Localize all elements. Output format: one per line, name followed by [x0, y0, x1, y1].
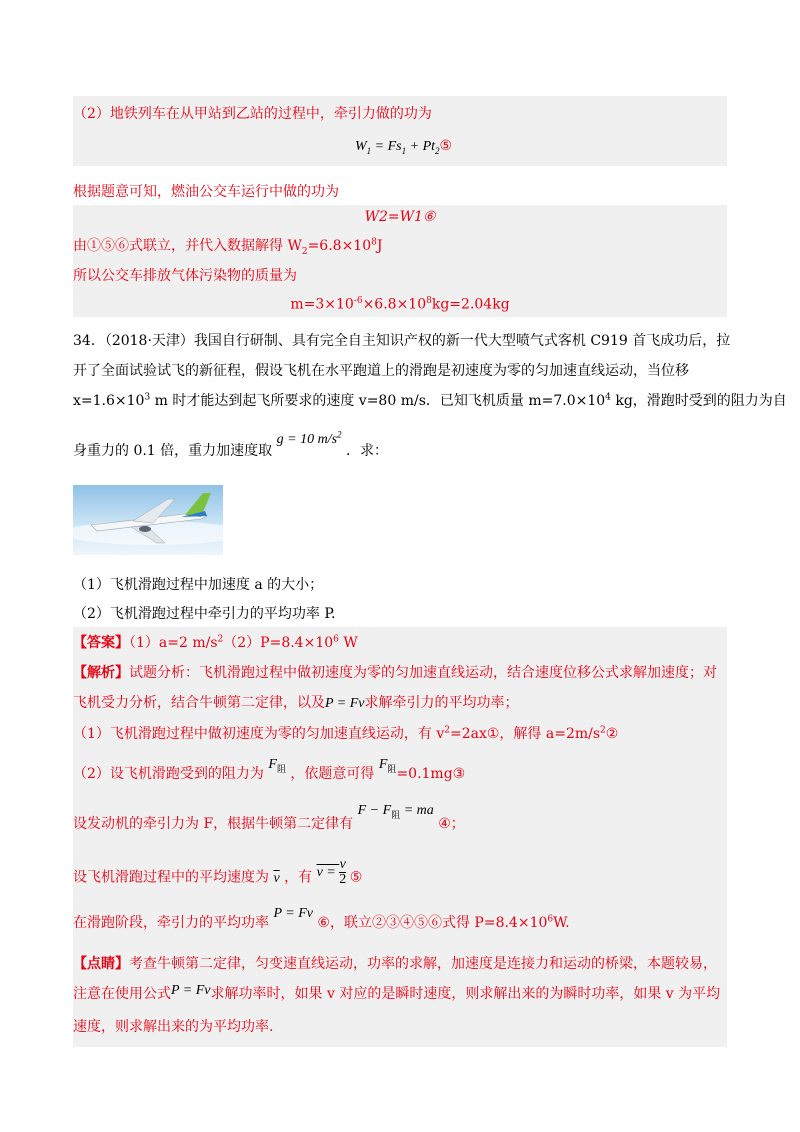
problem-text: 开了全面试验试飞的新征程，假设飞机在水平跑道上的滑跑是初速度为零的匀加速直线运动，当位移 [73, 363, 689, 379]
solution-line: 所以公交车排放气体污染物的质量为 [73, 268, 297, 284]
c919-airplane-image [73, 485, 223, 555]
problem-text: $x=1.6\times 10^3$ m 时才能达到起飞所要求的速度 v=80 m/s．已知飞机质量 $m=7.0\times 10^4$ kg，滑跑时受到的阻力为自 [73, 392, 787, 409]
analysis-line: 【解析】试题分析：飞机滑跑过程中做初速度为零的匀加速直线运动，结合速度位移公式求解加速度；对 [73, 665, 717, 681]
solution-line: 由①⑤⑥式联立，并代入数据解得 $W_2=6.8\times 10^8J$ [73, 237, 383, 257]
comment-line: 速度，则求解出来的为平均功率. [73, 1019, 274, 1035]
problem-text: 34．（2018·天津）我国自行研制、具有完全自主知识产权的新一代大型喷气式客机 C919 首飞成功后，拉 [73, 333, 731, 349]
step-4: 设飞机滑跑过程中的平均速度为 $\overline{v}$ ，有 v = $\frac{v}{2}$ ⑤ [73, 857, 363, 887]
problem-text: 身重力的 0.1 倍，重力加速度取 g = 10 $m/s^2$ ．求： [73, 429, 388, 459]
step-1: （1）飞机滑跑过程中做初速度为零的匀加速直线运动，有 $v^2=2ax①$，解得 $a=2m/s^2②$ [73, 725, 619, 742]
solution-line: （2）地铁列车在从甲站到乙站的过程中，牵引力做的功为 [73, 106, 432, 122]
comment-line: 【点睛】考查牛顿第二定律，匀变速直线运动，功率的求解，加速度是连接力和运动的桥梁，本题较易， [73, 956, 717, 972]
solution-line: 根据题意可知，燃油公交车运行中做的功为 [73, 184, 339, 200]
gravity-equation: g = 10 $m/s^2$ [276, 429, 342, 447]
comment-line: 注意在使用公式P = Fv求解功率时，如果 v 对应的是瞬时速度，则求解出来的为瞬时功率，如果 v 为平均 [73, 983, 721, 1002]
airplane-icon [73, 485, 223, 555]
step-5: 在滑跑阶段，牵引力的平均功率 P = Fv ⑥，联立②③④⑤⑥式得 $P=8.4\times 10^6W$. [73, 906, 570, 931]
step-2: （2）设飞机滑跑受到的阻力为 $F_阻$ ，依题意可得 $F_阻=0.1mg③$ [73, 757, 466, 782]
question-1: （1）飞机滑跑过程中加速度 a 的大小； [73, 577, 324, 593]
work-equation: $W_1 = Fs_1$ + $Pt_2⑤$ [355, 139, 453, 156]
step-3: 设发动机的牵引力为 F，根据牛顿第二定律有 $F - F_阻$ = ma ④； [73, 803, 465, 832]
work-equality: W2=W1⑥ [364, 209, 436, 225]
question-2: （2）飞机滑跑过程中牵引力的平均功率 P. [73, 606, 336, 622]
answer-line: 【答案】（1）a=2 $m/s^2(2)P=8.4\times 10^6$ W [73, 634, 358, 651]
analysis-line: 飞机受力分析，结合牛顿第二定律，以及P = Fv求解牵引力的平均功率； [73, 695, 519, 711]
mass-equation: $m=3\times 10^{-6}\times 6.8\times 10^8kg=2.04kg$ [290, 296, 510, 313]
